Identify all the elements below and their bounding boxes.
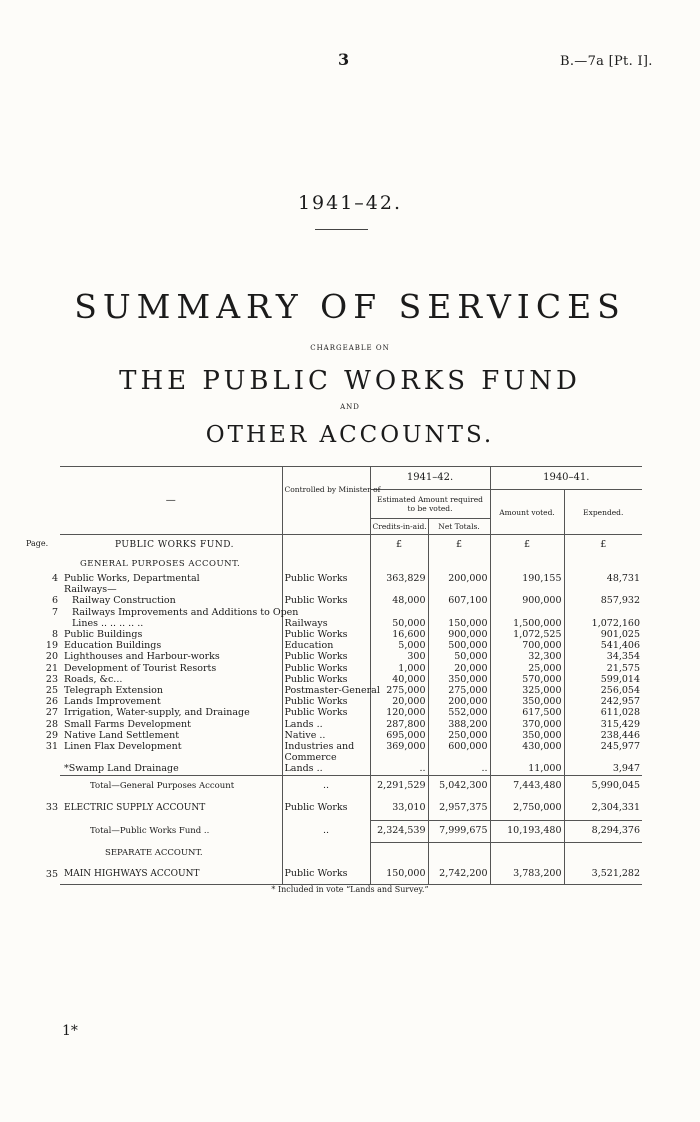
section-public-works-fund: PUBLIC WORKS FUND. [60, 535, 282, 556]
net-totals-header: Net Totals. [428, 519, 490, 535]
service-rows [60, 573, 642, 775]
net-total-value: 388,200 [428, 719, 490, 730]
amount-voted-value [490, 584, 564, 595]
amount-voted-value: 617,500 [490, 707, 564, 718]
total-pwf-minister: .. [282, 820, 370, 842]
net-total-value [428, 752, 490, 763]
amount-voted-value: 11,000 [490, 763, 564, 775]
table-row [60, 663, 642, 674]
footnote: * Included in vote “Lands and Survey.” [271, 885, 429, 894]
page-reference: 31 [45, 741, 58, 753]
year-heading: 1941–42. [297, 192, 403, 214]
page-reference: 27 [45, 707, 58, 719]
heading-rule [315, 229, 368, 230]
amount-voted-value: 32,300 [490, 651, 564, 662]
total-pwf-credits: 2,324,539 [370, 820, 428, 842]
minister-name: Lands .. [282, 719, 370, 730]
expended-value: 857,932 [564, 595, 642, 606]
credits-value: 369,000 [370, 741, 428, 752]
total-pwf-expended: 8,294,376 [564, 820, 642, 842]
table-row [60, 595, 642, 606]
title-chargeable-on: CHARGEABLE ON [310, 344, 390, 352]
net-total-value: 607,100 [428, 595, 490, 606]
total-gpa-voted: 7,443,480 [490, 775, 564, 796]
net-total-value: 20,000 [428, 663, 490, 674]
credits-value: 300 [370, 651, 428, 662]
minister-name: Public Works [282, 696, 370, 707]
table-row [60, 584, 642, 595]
expended-value: 21,575 [564, 663, 642, 674]
credits-value: 48,000 [370, 595, 428, 606]
expended-value: 48,731 [564, 573, 642, 584]
table-row [60, 752, 642, 763]
service-name: Education Buildings [64, 640, 162, 652]
net-total-value: .. [428, 763, 490, 775]
total-pwf-voted: 10,193,480 [490, 820, 564, 842]
expended-value: 599,014 [564, 674, 642, 685]
expended-value: 256,054 [564, 685, 642, 696]
total-gpa-label: Total—General Purposes Account [60, 775, 282, 796]
amount-voted-value: 325,000 [490, 685, 564, 696]
page-reference: 20 [45, 651, 58, 663]
expended-value: 315,429 [564, 719, 642, 730]
minister-name: Public Works [282, 663, 370, 674]
net-total-value: 200,000 [428, 573, 490, 584]
page-reference: 21 [45, 662, 58, 674]
service-name: Lands Improvement [64, 696, 161, 708]
credits-header: Credits-in-aid. [370, 519, 428, 535]
net-total-value [428, 607, 490, 618]
service-name: Railways Improvements and Additions to Open [72, 606, 299, 618]
table-row [60, 707, 642, 718]
electric-minister: Public Works [282, 796, 370, 821]
header-row-1 [60, 467, 642, 490]
total-general-purposes-row [60, 775, 642, 796]
page-reference: 33 [45, 802, 58, 814]
page-reference: 8 [51, 629, 58, 641]
amount-voted-value: 430,000 [490, 741, 564, 752]
table-row [60, 696, 642, 707]
title-and: AND [340, 403, 360, 411]
currency-symbol: £ [490, 535, 564, 556]
credits-value: 16,600 [370, 629, 428, 640]
table-row [60, 651, 642, 662]
expended-value: 611,028 [564, 707, 642, 718]
credits-value: 275,000 [370, 685, 428, 696]
credits-value: 50,000 [370, 618, 428, 629]
service-name: Native Land Settlement [64, 729, 180, 741]
page-reference: 23 [45, 673, 58, 685]
minister-name: Commerce [282, 752, 370, 763]
minister-name: Public Works [282, 595, 370, 606]
expended-value [564, 607, 642, 618]
net-total-value: 50,000 [428, 651, 490, 662]
summary-table [60, 466, 642, 885]
net-total-value: 500,000 [428, 640, 490, 651]
service-name: Railway Construction [72, 595, 176, 607]
amount-voted-value: 350,000 [490, 696, 564, 707]
credits-value: 695,000 [370, 730, 428, 741]
highways-expended: 3,521,282 [564, 864, 642, 885]
table-row [60, 763, 642, 775]
credits-value [370, 607, 428, 618]
page-number: 3 [338, 50, 350, 69]
net-total-value: 150,000 [428, 618, 490, 629]
expended-value: 245,977 [564, 741, 642, 752]
amount-voted-value: 190,155 [490, 573, 564, 584]
year-previous-header: 1940–41. [490, 467, 642, 490]
currency-symbol: £ [564, 535, 642, 556]
service-name: Public Works, Departmental [64, 573, 200, 584]
signature-mark: 1* [62, 1023, 78, 1039]
service-name: Small Farms Development [64, 718, 191, 730]
expended-value: 901,025 [564, 629, 642, 640]
title-public-works-fund: THE PUBLIC WORKS FUND [119, 366, 581, 396]
section-general-purposes: GENERAL PURPOSES ACCOUNT. [80, 559, 241, 569]
net-total-value: 250,000 [428, 730, 490, 741]
page-reference: 26 [45, 696, 58, 708]
service-name: Irrigation, Water-supply, and Drainage [64, 707, 250, 719]
total-public-works-fund-row [60, 820, 642, 842]
minister-name: Lands .. [282, 763, 370, 775]
total-gpa-credits: 2,291,529 [370, 775, 428, 796]
section-separate-account: SEPARATE ACCOUNT. [105, 848, 203, 859]
credits-value: 120,000 [370, 707, 428, 718]
minister-name: Public Works [282, 629, 370, 640]
controlled-column-header: Controlled by Minister of [282, 467, 370, 535]
service-name: Development of Tourist Resorts [64, 662, 217, 674]
table-row [60, 674, 642, 685]
net-total-value: 600,000 [428, 741, 490, 752]
table-row [60, 640, 642, 651]
net-total-value [428, 584, 490, 595]
minister-name: Railways [282, 618, 370, 629]
total-gpa-expended: 5,990,045 [564, 775, 642, 796]
highways-net: 2,742,200 [428, 864, 490, 885]
credits-value: 20,000 [370, 696, 428, 707]
service-name: Lines .. .. .. .. .. [72, 617, 144, 629]
table-row [60, 719, 642, 730]
page-reference: 35 [45, 868, 58, 880]
page-reference: 28 [45, 718, 58, 730]
amount-voted-value [490, 607, 564, 618]
minister-name [282, 584, 370, 595]
service-name: Public Buildings [64, 629, 143, 641]
title-other-accounts: OTHER ACCOUNTS. [205, 422, 495, 448]
credits-value: 1,000 [370, 663, 428, 674]
electric-net: 2,957,375 [428, 796, 490, 821]
electric-voted: 2,750,000 [490, 796, 564, 821]
amount-voted-value: 370,000 [490, 719, 564, 730]
amount-voted-value: 1,500,000 [490, 618, 564, 629]
total-gpa-minister: .. [282, 775, 370, 796]
page-column-header: Page. [26, 539, 49, 548]
section-subheading-row [60, 555, 642, 573]
electric-expended: 2,304,331 [564, 796, 642, 821]
minister-name: Native .. [282, 730, 370, 741]
credits-value: 40,000 [370, 674, 428, 685]
document-reference: B.—7a [Pt. I]. [560, 54, 653, 69]
minister-name: Industries and [282, 741, 370, 752]
currency-symbol: £ [370, 535, 428, 556]
highways-minister: Public Works [282, 864, 370, 885]
credits-value: 5,000 [370, 640, 428, 651]
highways-credits: 150,000 [370, 864, 428, 885]
minister-name: Public Works [282, 573, 370, 584]
amount-voted-value: 700,000 [490, 640, 564, 651]
table-row [60, 685, 642, 696]
expended-header: Expended. [564, 490, 642, 535]
main-highways-row [60, 864, 642, 885]
blank-column-header: — [60, 467, 282, 535]
electric-label: ELECTRIC SUPPLY ACCOUNT [64, 802, 206, 813]
minister-name: Education [282, 640, 370, 651]
total-gpa-net: 5,042,300 [428, 775, 490, 796]
highways-voted: 3,783,200 [490, 864, 564, 885]
minister-name: Postmaster-General [282, 685, 370, 696]
expended-value: 1,072,160 [564, 618, 642, 629]
table-row [60, 741, 642, 752]
page-reference: 29 [45, 729, 58, 741]
page-reference: 4 [51, 573, 58, 584]
service-name: Roads, &c... [64, 673, 123, 685]
expended-value: 238,446 [564, 730, 642, 741]
separate-account-row [60, 842, 642, 864]
expended-value [564, 584, 642, 595]
minister-name: Public Works [282, 707, 370, 718]
amount-voted-value: 350,000 [490, 730, 564, 741]
estimated-amount-header: Estimated Amount required to be voted. [370, 490, 490, 519]
amount-voted-header: Amount voted. [490, 490, 564, 535]
currency-row [60, 535, 642, 556]
title-summary-of-services: SUMMARY OF SERVICES [74, 287, 626, 326]
page-reference: 7 [51, 606, 58, 618]
table-row [60, 573, 642, 584]
net-total-value: 350,000 [428, 674, 490, 685]
highways-label: MAIN HIGHWAYS ACCOUNT [60, 864, 282, 885]
service-name: Lighthouses and Harbour-works [64, 651, 220, 663]
credits-value: .. [370, 763, 428, 775]
service-name: *Swamp Land Drainage [64, 763, 179, 775]
table-row [60, 607, 642, 618]
minister-name: Public Works [282, 674, 370, 685]
expended-value: 34,354 [564, 651, 642, 662]
amount-voted-value: 1,072,525 [490, 629, 564, 640]
amount-voted-value [490, 752, 564, 763]
amount-voted-value: 900,000 [490, 595, 564, 606]
table-row [60, 629, 642, 640]
net-total-value: 275,000 [428, 685, 490, 696]
expended-value: 3,947 [564, 763, 642, 775]
minister-name: Public Works [282, 651, 370, 662]
amount-voted-value: 570,000 [490, 674, 564, 685]
credits-value: 287,800 [370, 719, 428, 730]
expended-value: 242,957 [564, 696, 642, 707]
credits-value: 363,829 [370, 573, 428, 584]
service-name [60, 752, 282, 763]
table-row [60, 730, 642, 741]
page-reference: 6 [51, 595, 58, 607]
electric-credits: 33,010 [370, 796, 428, 821]
net-total-value: 200,000 [428, 696, 490, 707]
table-row [60, 618, 642, 629]
expended-value [564, 752, 642, 763]
service-name: Telegraph Extension [64, 685, 163, 697]
service-name: Railways— [64, 584, 117, 596]
net-total-value: 900,000 [428, 629, 490, 640]
page-reference: 25 [45, 685, 58, 697]
currency-symbol: £ [428, 535, 490, 556]
service-name: Linen Flax Development [64, 741, 182, 753]
credits-value [370, 752, 428, 763]
total-pwf-label: Total—Public Works Fund .. [90, 826, 210, 837]
year-current-header: 1941–42. [370, 467, 490, 490]
expended-value: 541,406 [564, 640, 642, 651]
page-reference: 19 [45, 640, 58, 652]
amount-voted-value: 25,000 [490, 663, 564, 674]
electric-supply-row [60, 796, 642, 821]
total-pwf-net: 7,999,675 [428, 820, 490, 842]
net-total-value: 552,000 [428, 707, 490, 718]
credits-value [370, 584, 428, 595]
